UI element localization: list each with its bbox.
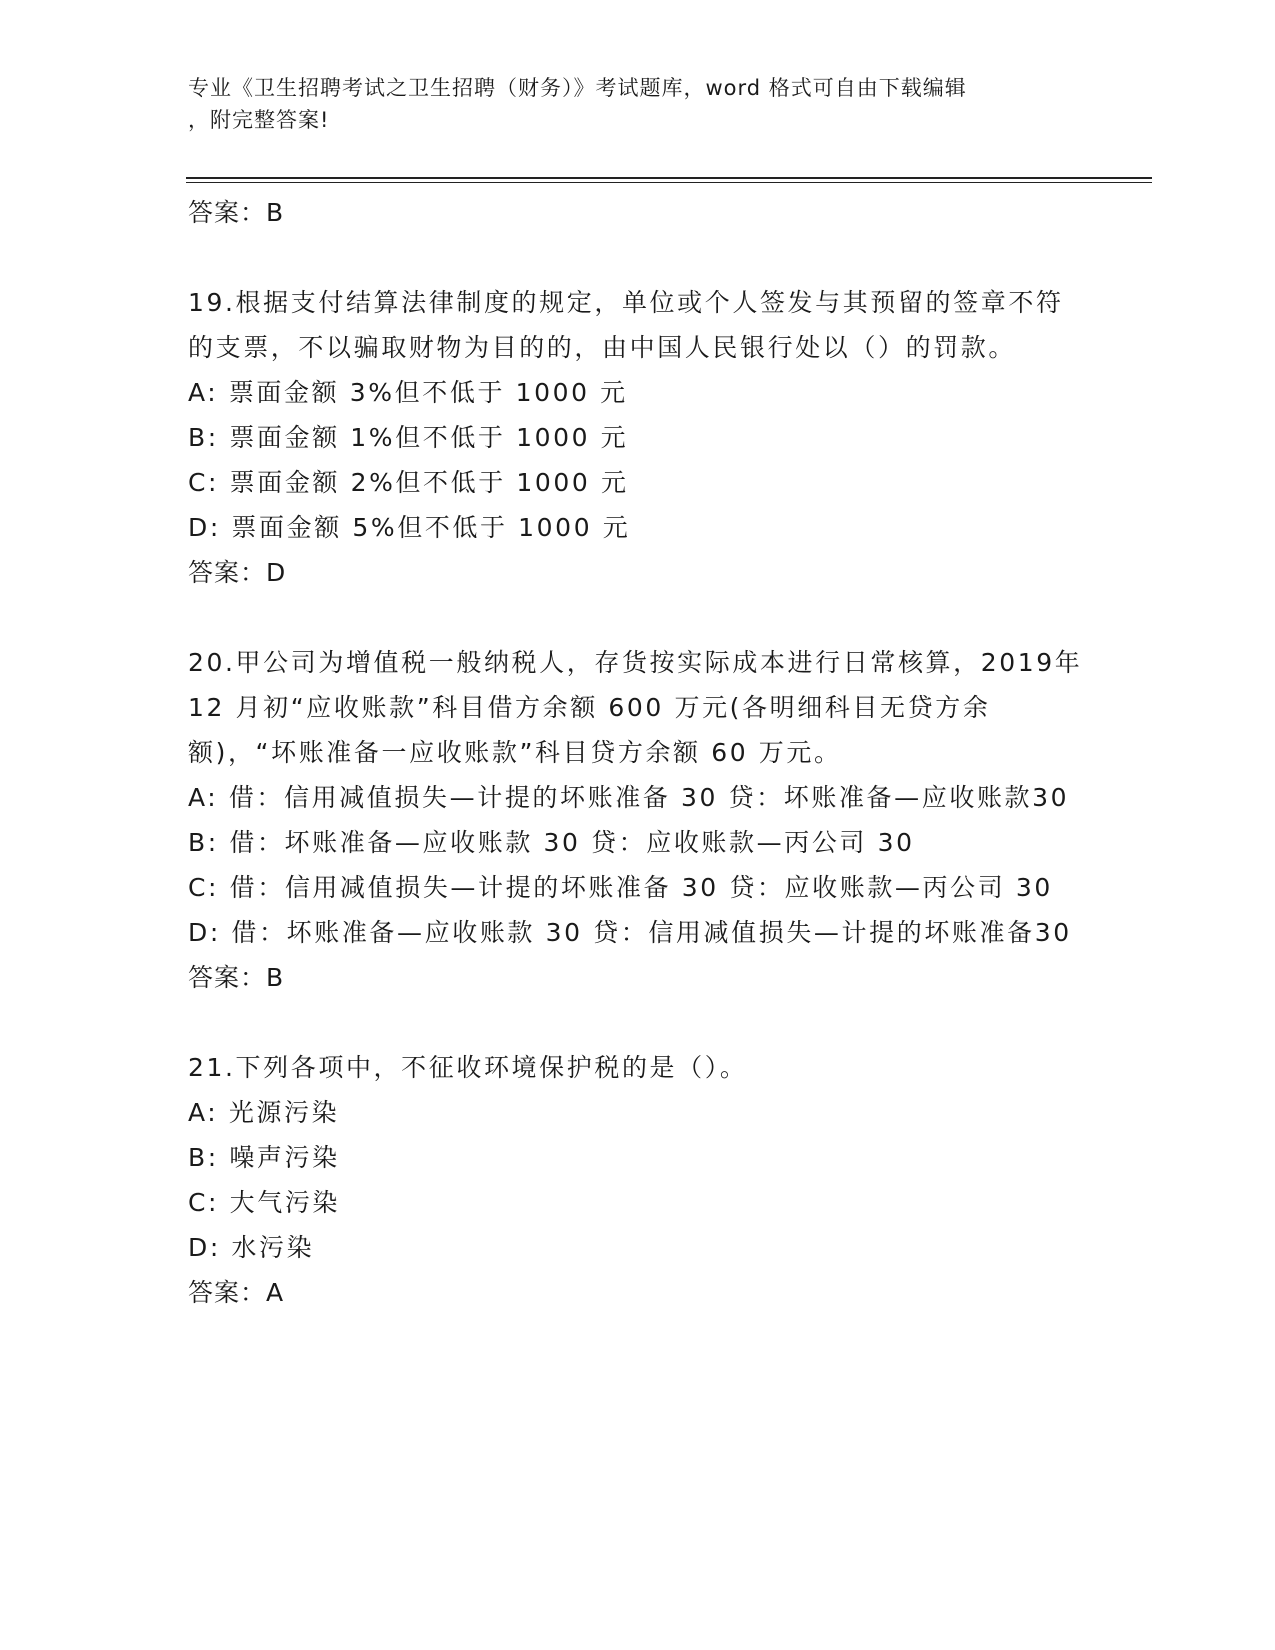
answer: 答案：B <box>188 963 285 992</box>
spacer <box>188 1001 1088 1045</box>
option-c: C: 借：信用减值损失—计提的坏账准备 30 贷：应收账款—丙公司 30 <box>188 873 1053 902</box>
header-divider-thick <box>186 177 1152 179</box>
answer: 答案：A <box>188 1278 285 1307</box>
question-stem: 21.下列各项中，不征收环境保护税的是（）。 <box>188 1053 748 1082</box>
question-stem: 20.甲公司为增值税一般纳税人，存货按实际成本进行日常核算，2019年 12 月初“应收账款”科目借方余额 600 万元(各明细科目无贷方余额)，“坏账准备一应收账款”科目贷方余额 60 万元。 <box>188 648 1083 767</box>
option-a: A: 借：信用减值损失—计提的坏账准备 30 贷：坏账准备—应收账款30 <box>188 783 1070 812</box>
option-d: D: 票面金额 5%但不低于 1000 元 <box>188 513 631 542</box>
option-a: A: 票面金额 3%但不低于 1000 元 <box>188 378 628 407</box>
question-block <box>188 640 1088 1001</box>
spacer <box>188 596 1088 640</box>
header-divider-thin <box>186 182 1152 183</box>
question-block <box>188 280 1088 596</box>
option-d: D: 水污染 <box>188 1233 315 1262</box>
option-c: C: 票面金额 2%但不低于 1000 元 <box>188 468 629 497</box>
question-list <box>188 190 1088 1316</box>
header-title-line-2: ，附完整答案! <box>188 108 330 132</box>
option-c: C: 大气污染 <box>188 1188 341 1217</box>
option-a: A: 光源污染 <box>188 1098 340 1127</box>
question-stem: 19.根据支付结算法律制度的规定，单位或个人签发与其预留的签章不符的支票，不以骗取财物为目的的，由中国人民银行处以（）的罚款。 <box>188 288 1064 362</box>
spacer <box>188 236 1088 280</box>
option-b: B: 借：坏账准备—应收账款 30 贷：应收账款—丙公司 30 <box>188 828 915 857</box>
page-header <box>188 72 1088 136</box>
header-title-line-1: 专业《卫生招聘考试之卫生招聘（财务）》考试题库，word 格式可自由下载编辑 <box>188 76 967 100</box>
option-d: D: 借：坏账准备—应收账款 30 贷：信用减值损失—计提的坏账准备30 <box>188 918 1072 947</box>
answer: 答案：D <box>188 558 287 587</box>
option-b: B: 噪声污染 <box>188 1143 340 1172</box>
previous-answer: 答案：B <box>188 198 285 227</box>
option-b: B: 票面金额 1%但不低于 1000 元 <box>188 423 629 452</box>
question-block <box>188 1045 1088 1316</box>
